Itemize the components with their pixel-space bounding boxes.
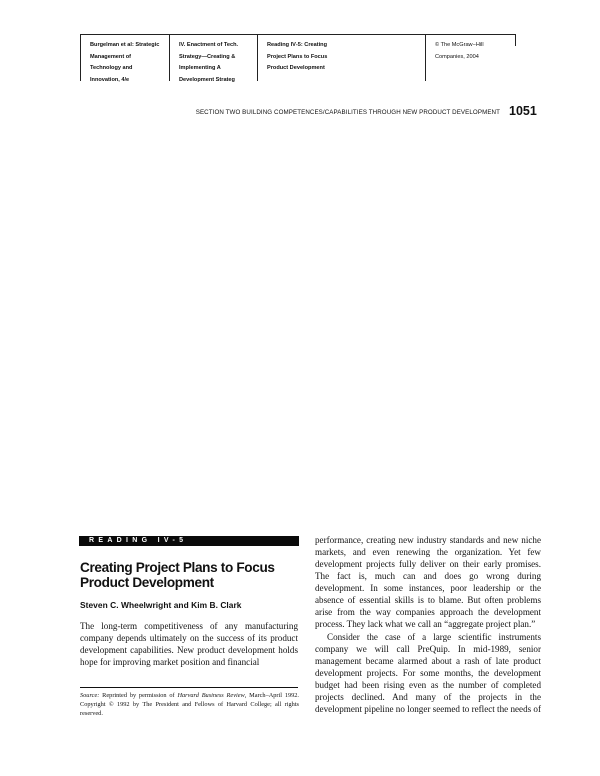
body-column-right [315, 534, 541, 715]
header-right-rule [515, 34, 516, 46]
header-copyright: © The McGraw−Hill Companies, 2004 [425, 35, 515, 81]
body-paragraph-right-1: performance, creating new industry standards and new niche markets, and even renewing the organization. Yet few development projects fully deliver on their early promises. The fact is, much can and does go wrong during development. In some instances, poor leadership or the absence of essential skills is to blame. But often problems arise from the way companies approach the development process. They lack what we call an “aggregate project plan.” [315, 535, 541, 630]
body-paragraph-right-2: Consider the case of a large scientific instruments company we will call PreQuip. In mid-1989, senior management became alarmed about a rash of late product development projects. For some months, the development budget had been rising even as the number of completed projects declined. And many of the projects in the development pipeline no longer seemed to reflect the needs of [315, 631, 541, 714]
running-head: SECTION TWO BUILDING COMPETENCES/CAPABILITIES THROUGH NEW PRODUCT DEVELOPMENT [195, 109, 500, 116]
body-paragraph-left: The long-term competitiveness of any manufacturing company depends ultimately on the success of its product development capabilities. New product development holds hope for improving market position and financial [80, 621, 298, 668]
footnote-journal: Harvard Business Review [177, 692, 245, 699]
footnote-text-after: , March–April 1992. Copyright © 1992 by The President and Fellows of Harvard College; all rights reserved. [80, 692, 299, 717]
header-reading-title: Reading IV‑5: Creating Project Plans to Focus Product Development [257, 35, 425, 81]
page-number: 1051 [509, 104, 537, 118]
reading-label-bar: READING IV-5 [79, 536, 299, 546]
footnote-source-label: Source: [80, 692, 100, 699]
article-title: Creating Project Plans to Focus Product Development [80, 560, 275, 590]
header-book-title: Burgelman et al: Strategic Management of Technology and Innovation, 4/e [80, 35, 169, 81]
header-table [80, 34, 515, 81]
footnote [80, 692, 299, 719]
header-part-title: IV. Enactment of Tech. Strategy—Creating & Implementing A Development Strateg [169, 35, 257, 81]
article-authors: Steven C. Wheelwright and Kim B. Clark [80, 600, 242, 610]
footnote-divider [80, 687, 298, 688]
footnote-text-before: Reprinted by permission of [99, 692, 178, 699]
